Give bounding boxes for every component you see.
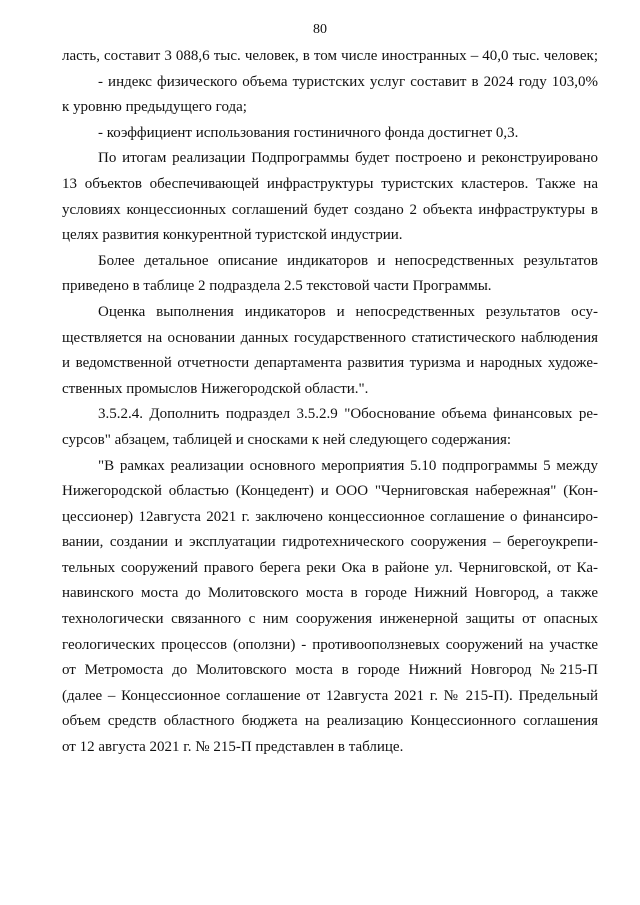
text-line: тельных сооружений правого берега реки Ока в районе ул. Черниговской, от Ка- <box>62 559 598 576</box>
text-line: ласть, составит 3 088,6 тыс. человек, в том числе иностранных – 40,0 тыс. человек; <box>62 48 598 64</box>
document-body <box>62 44 598 761</box>
text-line: (далее – Концессионное соглашение от 12августа 2021 г. № 215-П). Предельный <box>62 687 598 704</box>
text-line: к уровню предыдущего года; <box>62 99 247 116</box>
text-line: от 12 августа 2021 г. № 215-П представлен в таблице. <box>62 739 404 756</box>
text-line: условиях концессионных соглашений будет создано 2 объекта инфраструктуры в <box>62 201 598 218</box>
text-line: 3.5.2.4. Дополнить подраздел 3.5.2.9 "Обоснование объема финансовых ре- <box>98 406 598 423</box>
text-line: - коэффициент использования гостиничного фонда достигнет 0,3. <box>98 124 519 141</box>
text-line: целях развития конкурентной туристской индустрии. <box>62 227 403 244</box>
page-number: 80 <box>313 22 327 37</box>
text-line: 13 объектов обеспечивающей инфраструктуры туристских кластеров. Также на <box>62 175 598 192</box>
text-line: ственных промыслов Нижегородской области.". <box>62 380 369 397</box>
text-line: геологических процессов (оползни) - противооползневых сооружений на участке <box>62 636 598 653</box>
text-line: ществляется на основании данных государственного статистического наблюдения <box>62 329 598 346</box>
text-line: Оценка выполнения индикаторов и непосредственных результатов осу- <box>98 303 598 320</box>
text-line: и ведомственной отчетности департамента развития туризма и народных художе- <box>62 355 598 372</box>
text-line: от Метромоста до Молитовского моста в городе Нижний Новгород №215-П <box>62 662 598 679</box>
text-line: "В рамках реализации основного мероприятия 5.10 подпрограммы 5 между <box>98 457 598 474</box>
text-line: навинского моста до Молитовского моста в городе Нижний Новгород, а также <box>62 585 598 602</box>
text-line: приведено в таблице 2 подраздела 2.5 текстовой части Программы. <box>62 278 492 295</box>
text-line: Нижегородской областью (Концедент) и ООО "Черниговская набережная" (Кон- <box>62 483 598 500</box>
text-line: технологически связанного с ним сооружения инженерной защиты от опасных <box>62 611 598 628</box>
text-line: - индекс физического объема туристских услуг составит в 2024 году 103,0% <box>98 73 598 90</box>
text-line: Более детальное описание индикаторов и непосредственных результатов <box>98 252 598 269</box>
text-line: вании, создании и эксплуатации гидротехнического сооружения – берегоукрепи- <box>62 534 598 551</box>
text-line: сурсов" абзацем, таблицей и сносками к ней следующего содержания: <box>62 431 512 448</box>
text-line: объем средств областного бюджета на реализацию Концессионного соглашения <box>62 713 598 730</box>
text-line: По итогам реализации Подпрограммы будет построено и реконструировано <box>98 150 598 167</box>
text-line: цессионер) 12августа 2021 г. заключено концессионное соглашение о финансиро- <box>62 508 598 525</box>
